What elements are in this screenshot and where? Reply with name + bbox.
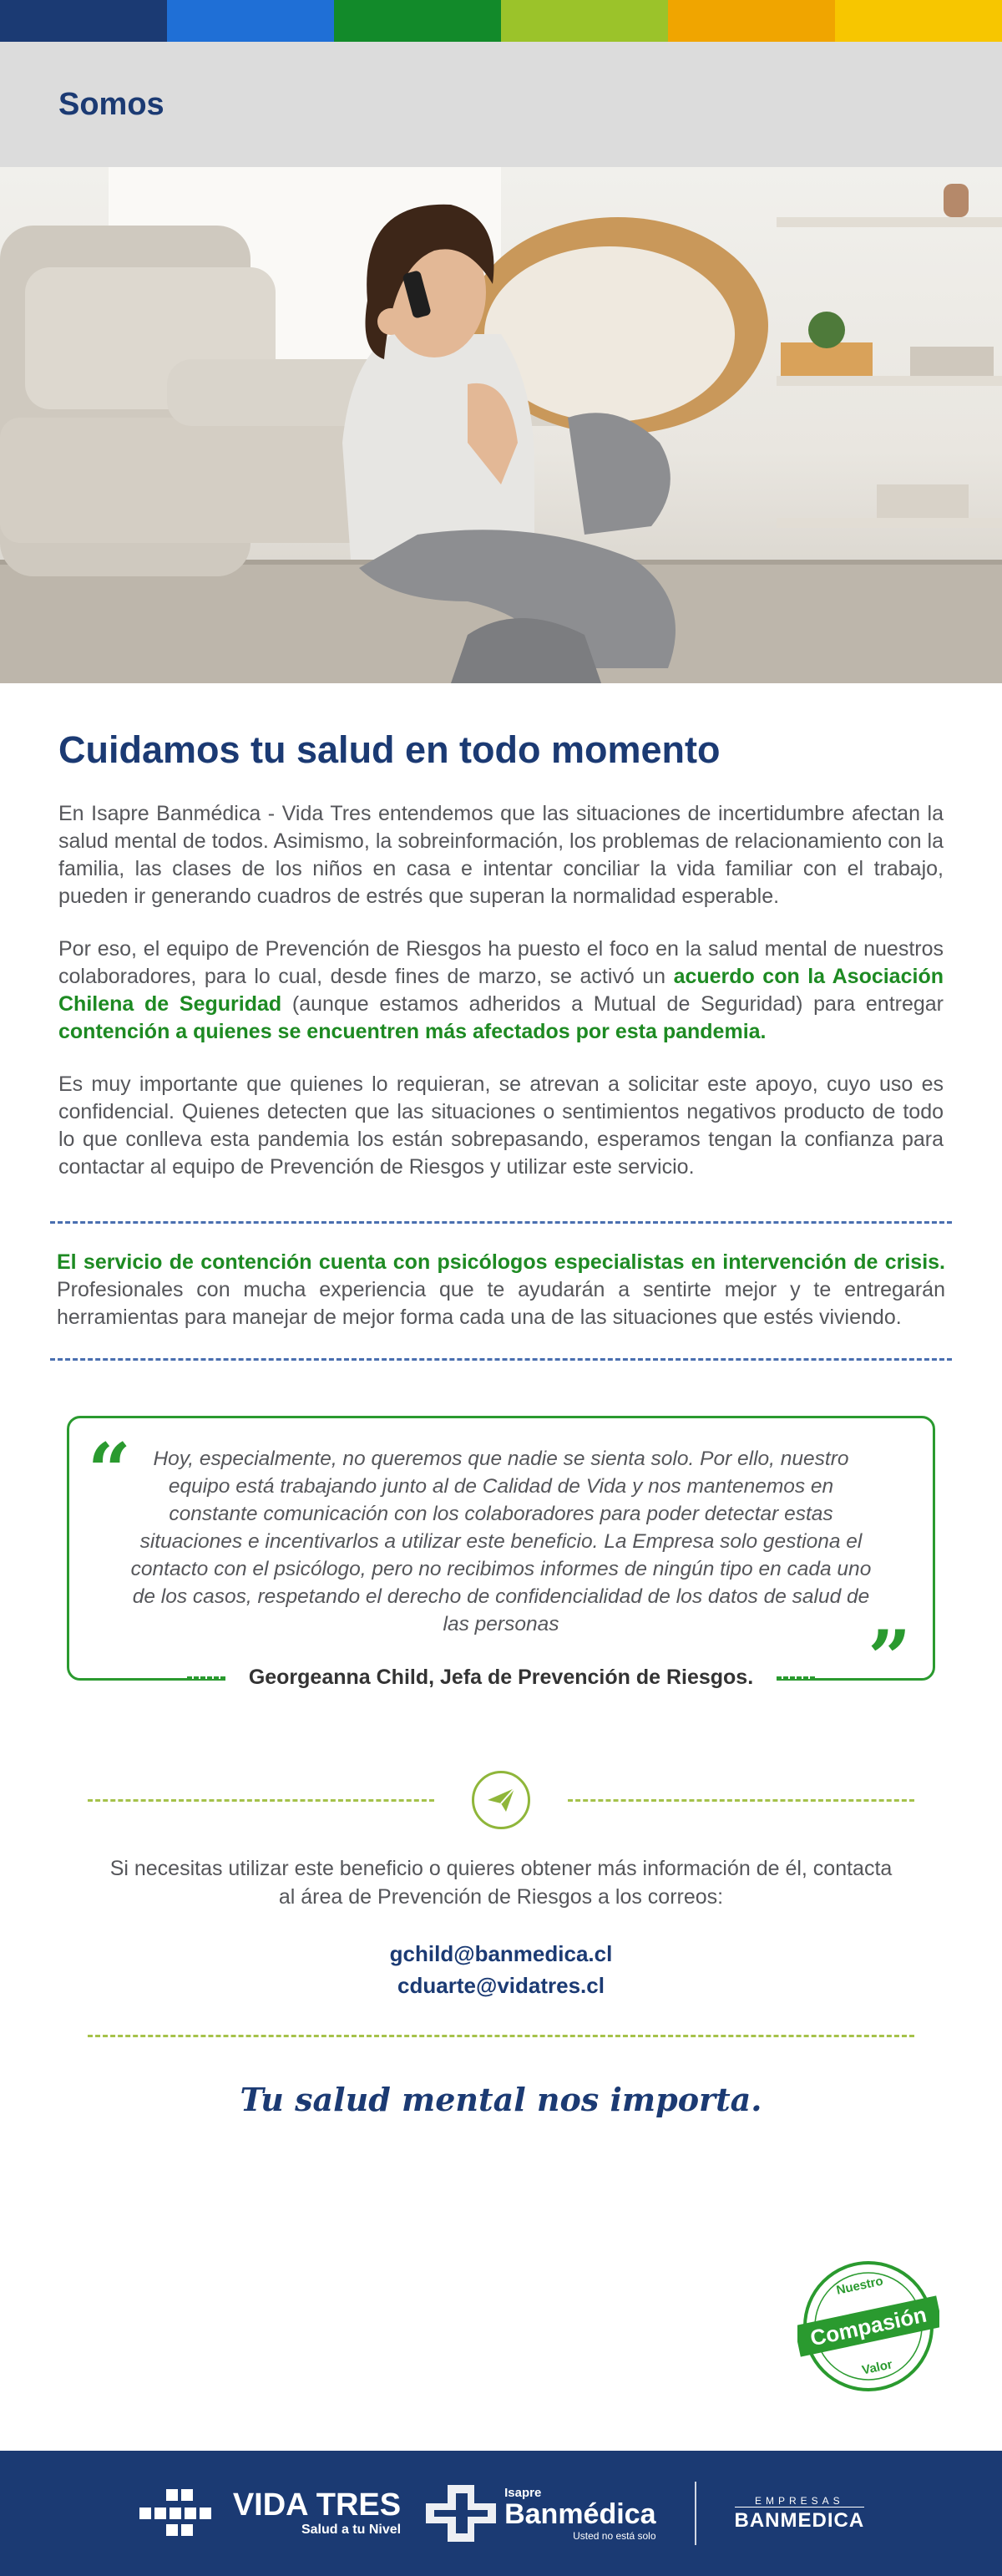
banmedica-name: Banmédica xyxy=(504,2497,656,2530)
quote-text: Hoy, especialmente, no queremos que nadie se sienta solo. Por ello, nuestro equipo está trabajando junto al de Calidad de Vida y nos mantenemos en constante comunicación con los colaboradores para poder detectar estas situaciones e incentivarlos a utilizar este beneficio. La Empresa solo gestiona el contacto con el psicólogo, pero no recibimos informes de ningún tipo en cada uno de los casos, respetando el derecho de confidencialidad de los datos de salud de las personas xyxy=(130,1448,872,1635)
color-stripe xyxy=(0,0,1002,42)
callout-section xyxy=(0,1221,1002,1361)
slogan: Tu salud mental nos importa. xyxy=(240,2081,762,2118)
article-paragraph-3: Es muy importante que quienes lo requieran, se atrevan a solicitar este apoyo, cuyo uso es confidencial. Quienes detecten que las situaciones o sentimientos negativos producto de todo lo que conlleva esta pandemia los están sobrepasando, esperamos tengan la confianza para contactar al equipo de Prevención de Riesgos y utilizar este servicio. xyxy=(58,1072,944,1179)
compassion-badge xyxy=(797,2255,939,2397)
quote-author: Georgeanna Child, Jefa de Prevención de Riesgos. xyxy=(225,1666,777,1690)
banmedica-cross-icon xyxy=(423,2482,499,2545)
email-link[interactable]: cduarte@vidatres.cl xyxy=(397,1973,605,1998)
dashed-line-left xyxy=(88,1799,434,1802)
banmedica-tag: Usted no está solo xyxy=(573,2529,656,2542)
banmedica-logo xyxy=(423,2482,655,2545)
callout-rest: Profesionales con mucha experiencia que te ayudarán a sentirte mejor y te entregarán herramientas para manejar de mejor forma cada una de las situaciones que estés viviendo. xyxy=(57,1278,945,1329)
empresas-name: BANMEDICA xyxy=(735,2507,865,2533)
contact-text: Si necesitas utilizar este beneficio o quieres obtener más información de él, contacta al área de Prevención de Riesgos a los correos: xyxy=(109,1857,893,1909)
empresas-label: EMPRESAS xyxy=(754,2494,844,2507)
article-headline: Cuidamos tu salud en todo momento xyxy=(58,728,721,771)
highlight-text: acuerdo con la Asociación Chilena de Seguridad xyxy=(58,965,944,1016)
vidatres-cross-icon xyxy=(138,2487,221,2539)
vidatres-tag: Salud a tu Nivel xyxy=(301,2523,402,2537)
stripe-segment xyxy=(501,0,668,42)
email-link[interactable]: gchild@banmedica.cl xyxy=(389,1941,613,1966)
empresas-banmedica-logo xyxy=(735,2495,865,2533)
open-quote-icon: “ xyxy=(88,1427,131,1515)
contact-separator xyxy=(88,1771,914,1829)
hero-photo xyxy=(0,167,1002,683)
quote-box xyxy=(67,1416,935,1702)
quote-section xyxy=(0,1416,1002,1702)
dashed-divider xyxy=(88,2035,914,2037)
article-paragraph-2 xyxy=(58,936,944,1046)
badge-main-text: Compasión xyxy=(807,2301,929,2351)
vidatres-name: VIDA TRES xyxy=(232,2487,402,2523)
footer-divider xyxy=(695,2482,696,2545)
section-title: Somos xyxy=(58,86,164,122)
section-header xyxy=(0,42,1002,167)
footer xyxy=(0,2451,1002,2576)
article-paragraph-1: En Isapre Banmédica - Vida Tres entendemos que las situaciones de incertidumbre afectan la salud mental de todos. Asimismo, la sobreinformación, los problemas de relacionamiento con la familia, las clases de los niños en casa e intentar conciliar la vida familiar con el trabajo, pueden ir generando cuadros de estrés que superan la normalidad esperable. xyxy=(58,802,944,908)
stripe-segment xyxy=(835,0,1002,42)
paper-plane-icon xyxy=(472,1771,530,1829)
badge-top-text: Nuestro xyxy=(835,2274,885,2298)
paragraph-text: Por eso, el equipo de Prevención de Riesgos ha puesto el foco en la salud mental de nuestros colaboradores, para lo cual, desde fines de marzo, se activó un xyxy=(58,937,944,988)
email-list xyxy=(0,1938,1002,2001)
author-dash-right xyxy=(777,1676,815,1679)
banmedica-pre: Isapre xyxy=(504,2485,542,2500)
badge-bottom-text: Valor xyxy=(860,2357,894,2378)
callout-highlight: El servicio de contención cuenta con psicólogos especialistas en intervención de crisis. xyxy=(57,1250,945,1274)
close-quote-icon: ” xyxy=(868,1614,911,1702)
stripe-segment xyxy=(334,0,501,42)
author-row xyxy=(69,1666,933,1690)
stripe-segment xyxy=(668,0,835,42)
stripe-segment xyxy=(167,0,334,42)
dashed-line-right xyxy=(568,1799,914,1802)
callout-text xyxy=(0,1224,1002,1358)
woman-on-phone-illustration xyxy=(0,167,1002,683)
stripe-segment xyxy=(0,0,167,42)
highlight-text: contención a quienes se encuentren más afectados por esta pandemia. xyxy=(58,1020,767,1043)
author-dash-left xyxy=(187,1676,225,1679)
dashed-divider xyxy=(50,1358,952,1361)
vidatres-logo xyxy=(138,2487,401,2539)
paragraph-text: (aunque estamos adheridos a Mutual de Seguridad) para entregar xyxy=(281,992,944,1016)
